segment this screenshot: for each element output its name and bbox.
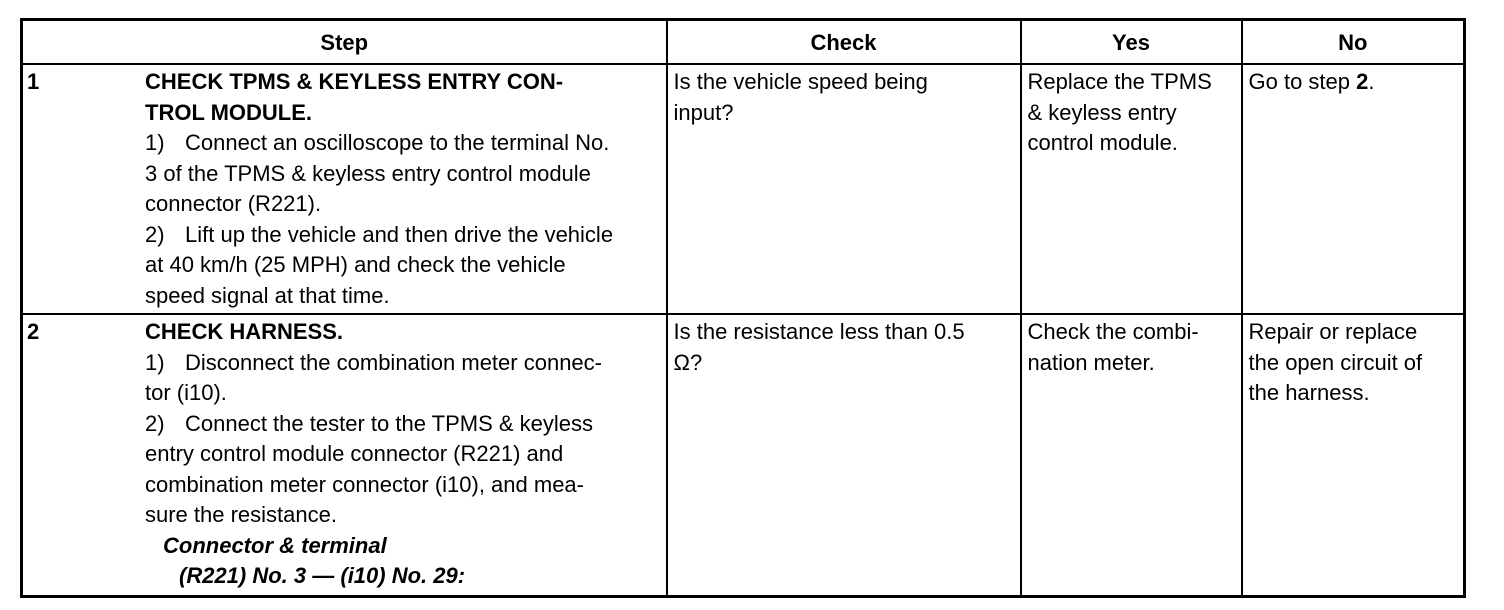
table-row [22,314,1465,597]
yes-text: & keyless entry [1027,99,1177,125]
substep-1 [145,348,660,379]
substep-text: entry control module connector (R221) and [145,441,564,466]
substep-text: Connect an oscilloscope to the terminal No. [185,130,610,155]
step-cell [22,64,667,314]
substep-text: tor (i10). [145,380,227,405]
check-text: Ω? [673,349,703,375]
spec-value: (R221) No. 3 — (i10) No. 29: [179,563,466,588]
check-text: Is the resistance less than 0.5 [673,319,965,344]
yes-cell [1021,314,1242,597]
header-row [22,20,1465,65]
substep-number: 2) [145,221,165,247]
step-title-cont: TROL MODULE. [145,99,313,125]
yes-text: control module. [1027,130,1178,155]
yes-cell [1021,64,1242,314]
step-number: 2 [27,319,40,344]
table-row [22,64,1465,314]
step-title: CHECK TPMS & KEYLESS ENTRY CON- [145,69,564,94]
no-text [1249,67,1458,98]
yes-text: Check the combi- [1027,319,1199,344]
substep-text: at 40 km/h (25 MPH) and check the vehicle [145,252,566,277]
substep-number: 1) [145,130,165,155]
yes-text: nation meter. [1027,349,1155,375]
header-no: No [1242,20,1465,65]
check-text: input? [673,99,734,125]
substep-number: 2) [145,410,165,436]
step-title: CHECK HARNESS. [145,319,344,344]
substep-text: combination meter connector (i10), and mea- [145,471,584,497]
substep-2 [145,220,660,251]
substep-number: 1) [145,349,165,375]
substep-text: Disconnect the combination meter connec- [185,349,602,375]
substep-text: 3 of the TPMS & keyless entry control module [145,160,591,186]
substep-text: connector (R221). [145,191,322,216]
no-prefix: Go to step [1248,69,1357,94]
no-step-ref: 2 [1356,69,1369,94]
substep-text: Lift up the vehicle and then drive the vehicle [185,221,614,247]
no-text: the harness. [1248,380,1370,405]
spec-label: Connector & terminal [163,532,387,558]
diagnostic-table [20,18,1466,598]
substep-text: sure the resistance. [145,502,337,527]
check-cell [667,314,1021,597]
no-cell [1242,64,1465,314]
header-step: Step [22,20,667,65]
no-suffix: . [1368,69,1375,94]
no-text: Repair or replace [1248,319,1418,344]
substep-1 [145,128,660,159]
yes-text: Replace the TPMS [1027,69,1212,94]
substep-text: Connect the tester to the TPMS & keyless [185,410,594,436]
substep-text: speed signal at that time. [145,282,390,308]
header-check: Check [667,20,1021,65]
step-number: 1 [27,69,40,94]
no-cell [1242,314,1465,597]
check-cell [667,64,1021,314]
substep-2 [145,409,660,440]
no-text: the open circuit of [1248,349,1423,375]
header-yes: Yes [1021,20,1242,65]
check-text: Is the vehicle speed being [673,69,928,94]
step-cell [22,314,667,597]
